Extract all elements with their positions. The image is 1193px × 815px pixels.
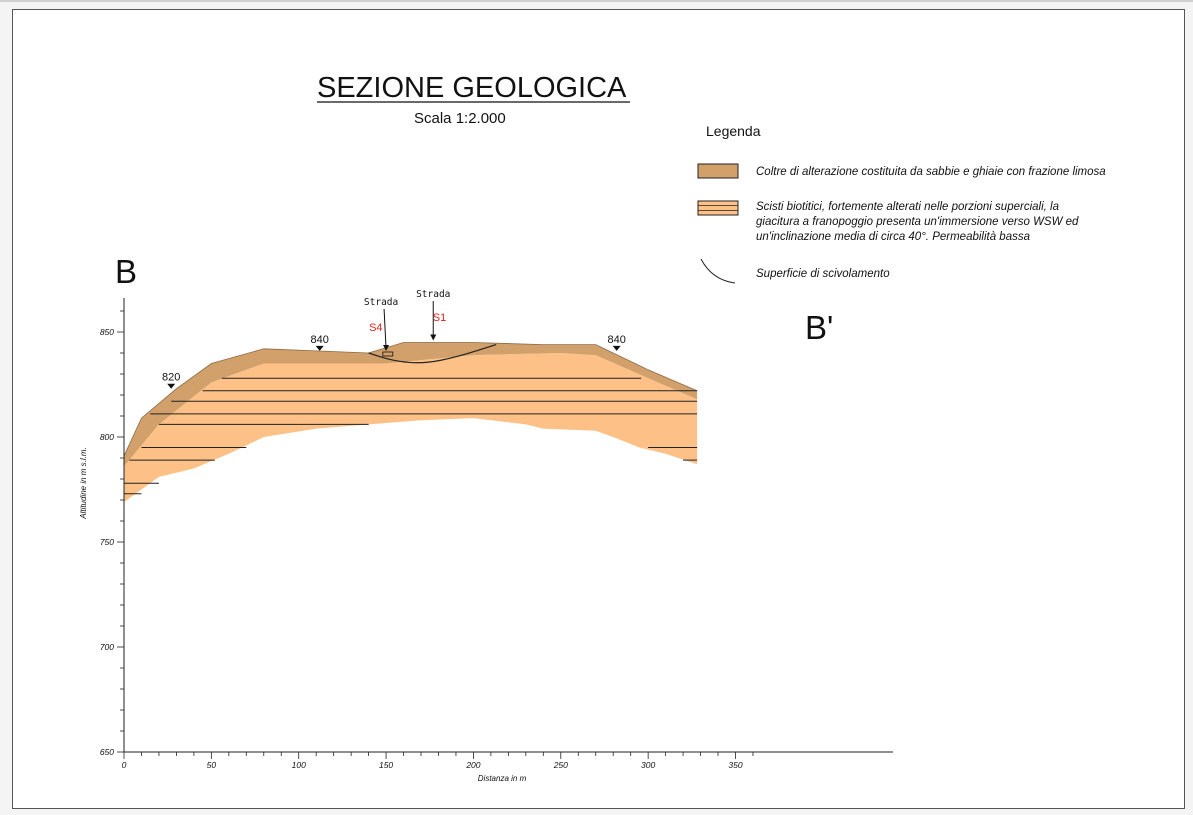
elevation-marker: [316, 346, 324, 351]
legend-label-scisti-line-2: giacitura a franopoggio presenta un'immersione verso WSW ed: [756, 216, 1079, 228]
road-label-right: Strada: [416, 289, 451, 300]
elevation-label: 840: [310, 333, 329, 346]
x-tick-label: 0: [121, 760, 127, 770]
y-tick-label: 850: [99, 327, 114, 337]
x-tick-label: 350: [728, 760, 743, 770]
legend-label-scisti-line-3: un'inclinazione media di circa 40°. Permeabilità bassa: [756, 231, 1030, 243]
legend-swatch-slip-surface: [701, 259, 735, 283]
elevation-label: 840: [607, 333, 626, 346]
road-label-left: Strada: [363, 297, 399, 308]
legend-swatch-scisti: [698, 201, 738, 215]
x-axis-label: Distanza in m: [477, 774, 527, 783]
legend-label-scisti-line-1: Scisti biotitici, fortemente alterati nelle porzioni superciali, la: [756, 201, 1059, 213]
borehole-s4-label: S4: [369, 322, 383, 334]
drawing-scale: Scala 1:2.000: [414, 110, 506, 127]
drawing-title: SEZIONE GEOLOGICA: [317, 72, 627, 104]
y-tick-label: 650: [99, 747, 114, 757]
legend-label-coltre: Coltre di alterazione costituita da sabbie e ghiaie con frazione limosa: [756, 166, 1106, 178]
elevation-marker: [613, 346, 621, 351]
road-arrowhead: [430, 335, 436, 341]
y-tick-label: 750: [99, 537, 114, 547]
x-tick-label: 100: [291, 760, 306, 770]
road-arrow: [384, 309, 386, 349]
x-tick-label: 150: [378, 760, 394, 770]
geological-layers: [124, 343, 697, 503]
y-tick-label: 700: [99, 642, 114, 652]
x-tick-label: 200: [466, 760, 481, 770]
legend-label-slip-surface: Superficie di scivolamento: [756, 268, 890, 280]
section-start-label: B: [115, 253, 138, 290]
elevation-label: 820: [161, 371, 181, 384]
legend-swatch-coltre: [698, 164, 738, 178]
x-tick-label: 250: [553, 760, 568, 770]
y-tick-label: 800: [99, 432, 114, 442]
x-tick-label: 300: [641, 760, 656, 770]
elevation-marker: [167, 384, 175, 389]
x-tick-label: 50: [206, 760, 217, 770]
section-end-label: B': [805, 309, 834, 346]
legend-heading: Legenda: [706, 123, 761, 139]
y-axis-label: Altitudine in m s.l.m.: [79, 447, 88, 519]
borehole-s1-label: S1: [432, 312, 447, 324]
